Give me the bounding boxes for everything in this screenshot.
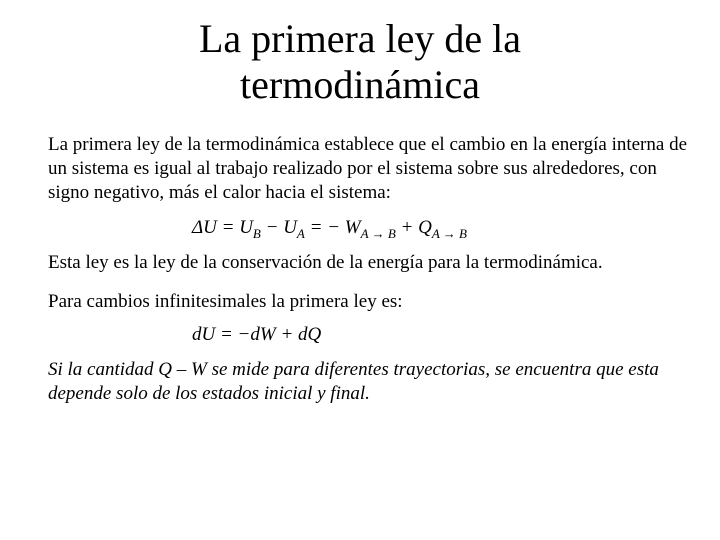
intro-paragraph: La primera ley de la termodinámica establece que el cambio en la energía interna de un sistema es igual al trabajo realizado por el sistema sobre sus alrededores, con signo negativo, más el calor hacia el sistema: <box>48 134 688 203</box>
eq1-sub-a: A <box>296 225 305 241</box>
infinitesimal-paragraph: Para cambios infinitesimales la primera ley es: <box>48 291 403 312</box>
conservation-paragraph: Esta ley es la ley de la conservación de la energía para la termodinámica. <box>48 252 603 273</box>
eq1-heat: + Q <box>395 217 432 238</box>
path-independence-note: Si la cantidad Q – W se mide para diferentes trayectorias, se encuentra que esta depende solo de los estados inicial y final. <box>48 359 659 404</box>
first-law-equation <box>192 217 467 242</box>
slide-title <box>130 16 590 108</box>
eq1-work: = − W <box>304 217 361 238</box>
title-line-2: termodinámica <box>240 62 480 107</box>
title-line-1: La primera ley de la <box>198 16 522 61</box>
eq1-lhs: ΔU = U <box>192 217 253 238</box>
eq1-sub-b: B <box>252 225 261 241</box>
differential-equation: dU = −dW + dQ <box>192 324 322 345</box>
eq1-minus: − U <box>260 217 297 238</box>
eq1-sub-heat-path: A → B <box>431 225 467 241</box>
eq1-sub-work-path: A → B <box>360 225 396 241</box>
